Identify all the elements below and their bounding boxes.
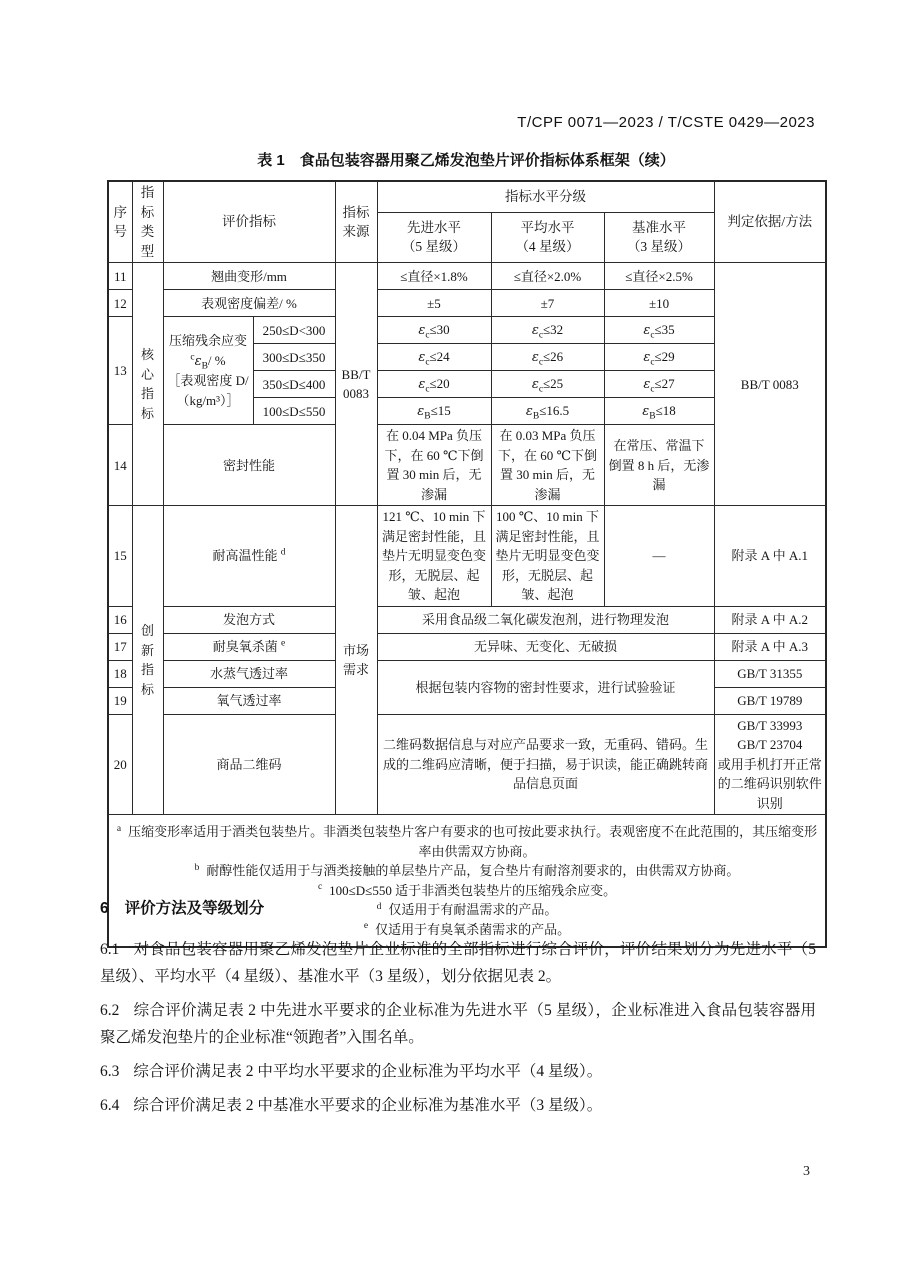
- header-source: 指标来源: [335, 181, 377, 263]
- cell-indicator: 耐臭氧杀菌 $^e$: [163, 633, 335, 660]
- cell-seq: 13: [108, 317, 132, 425]
- cell-level: 在 0.04 MPa 负压下，在 60 ℃下倒置 30 min 后，无渗漏: [377, 425, 491, 506]
- header-indicator: 评价指标: [163, 181, 335, 263]
- header-judge: 判定依据/方法: [714, 181, 826, 263]
- cell-source-core: BB/T 0083: [335, 263, 377, 506]
- cell-source-innovation: 市场需求: [335, 506, 377, 815]
- cell-density-range: 100≤D≤550: [253, 398, 335, 425]
- cell-judge: GB/T 33993 GB/T 23704 或用手机打开正常的二维码识别软件识别: [714, 714, 826, 815]
- cell-level: $\varepsilon_c\le 27$: [604, 371, 714, 398]
- cell-seq: 12: [108, 290, 132, 317]
- cell-level: $\varepsilon_B\le 16.5$: [491, 398, 604, 425]
- cell-judge: GB/T 31355: [714, 660, 826, 687]
- table-row: [108, 660, 826, 687]
- cell-level: —: [604, 506, 714, 607]
- header-level-advanced: 先进水平 （5 星级）: [377, 212, 491, 263]
- paragraph-6-1: 6.1 对食品包装容器用聚乙烯发泡垫片企业标准的全部指标进行综合评价，评价结果划分为先进水平（5 星级）、平均水平（4 星级）、基准水平（3 星级），划分依据见表 2。: [100, 941, 816, 985]
- footnote: $^e$ 仅适用于有臭氧杀菌需求的产品。: [363, 921, 571, 937]
- cell-judge: 附录 A 中 A.1: [714, 506, 826, 607]
- cell-level: $\varepsilon_c\le 35$: [604, 317, 714, 344]
- cell-level: 100 ℃、10 min 下满足密封性能，且垫片无明显变色变形，无脱层、起皱、起泡: [491, 506, 604, 607]
- page-number: 3: [803, 1164, 810, 1179]
- cell-seq: 11: [108, 263, 132, 290]
- cell-indicator: 耐高温性能 $^d$: [163, 506, 335, 607]
- section-title: 评价方法及等级划分: [124, 900, 265, 917]
- standard-number: T/CPF 0071—2023 / T/CSTE 0429—2023: [517, 114, 815, 131]
- cell-density-range: 250≤D<300: [253, 317, 335, 344]
- header-level-average: 平均水平 （4 星级）: [491, 212, 604, 263]
- header-level-baseline: 基准水平 （3 星级）: [604, 212, 714, 263]
- cell-type-core: 核心指标: [132, 263, 163, 506]
- cell-indicator-compression: 压缩残余应变 $^c\varepsilon_B/$ % ［表观密度 D/（kg/m³）］: [163, 317, 253, 425]
- table-row: [108, 714, 826, 815]
- section-number: 6: [100, 900, 109, 917]
- cell-indicator: 商品二维码: [163, 714, 335, 815]
- cell-level: $\varepsilon_c\le 25$: [491, 371, 604, 398]
- cell-level: ±5: [377, 290, 491, 317]
- cell-judge: 附录 A 中 A.2: [714, 606, 826, 633]
- table-title: 表 1 食品包装容器用聚乙烯发泡垫片评价指标体系框架（续）: [257, 152, 675, 169]
- cell-indicator: 发泡方式: [163, 606, 335, 633]
- cell-seq: 19: [108, 687, 132, 714]
- footnote: $^d$ 仅适用于有耐温需求的产品。: [376, 901, 558, 917]
- header-seq: 序号: [108, 181, 132, 263]
- cell-judge: 附录 A 中 A.3: [714, 633, 826, 660]
- cell-indicator: 氧气透过率: [163, 687, 335, 714]
- cell-level: 在 0.03 MPa 负压下，在 60 ℃下倒置 30 min 后，无渗漏: [491, 425, 604, 506]
- cell-level-merged: 采用食品级二氧化碳发泡剂，进行物理发泡: [377, 606, 714, 633]
- section-heading: [100, 896, 816, 918]
- paragraph-6-4: 6.4 综合评价满足表 2 中基准水平要求的企业标准为基准水平（3 星级）。: [100, 1097, 603, 1114]
- footnote: $^c$ 100≤D≤550 适于非酒类包装垫片的压缩残余应变。: [317, 882, 617, 898]
- table-header-row: [108, 181, 826, 212]
- paragraph-6-2: 6.2 综合评价满足表 2 中先进水平要求的企业标准为先进水平（5 星级），企业标准进入食品包装容器用聚乙烯发泡垫片的企业标准“领跑者”入围名单。: [100, 1002, 816, 1046]
- cell-seq: 16: [108, 606, 132, 633]
- footnote: $^b$ 耐醇性能仅适用于与酒类接触的单层垫片产品，复合垫片有耐溶剂要求的，由供需双方协商。: [194, 862, 740, 878]
- cell-level: 121 ℃、10 min 下满足密封性能，且垫片无明显变色变形，无脱层、起皱、起泡: [377, 506, 491, 607]
- cell-level: $\varepsilon_c\le 32$: [491, 317, 604, 344]
- cell-level: ≤直径×1.8%: [377, 263, 491, 290]
- cell-level: ±7: [491, 290, 604, 317]
- cell-level-merged: 二维码数据信息与对应产品要求一致，无重码、错码。生成的二维码应清晰，便于扫描，易于识读，能正确跳转商品信息页面: [377, 714, 714, 815]
- cell-density-range: 300≤D≤350: [253, 344, 335, 371]
- cell-seq: 18: [108, 660, 132, 687]
- cell-level: $\varepsilon_B\le 18$: [604, 398, 714, 425]
- table-row: [108, 633, 826, 660]
- cell-level: $\varepsilon_c\le 29$: [604, 344, 714, 371]
- cell-level: $\varepsilon_B\le 15$: [377, 398, 491, 425]
- cell-level: $\varepsilon_c\le 20$: [377, 371, 491, 398]
- cell-seq: 15: [108, 506, 132, 607]
- section-6: [100, 896, 816, 1126]
- header-type: 指标类型: [132, 181, 163, 263]
- table-row: [108, 606, 826, 633]
- paragraph-6-3: 6.3 综合评价满足表 2 中平均水平要求的企业标准为平均水平（4 星级）。: [100, 1063, 603, 1080]
- table-row: [108, 263, 826, 290]
- cell-judge: GB/T 19789: [714, 687, 826, 714]
- cell-seq: 20: [108, 714, 132, 815]
- cell-level-merged: 根据包装内容物的密封性要求，进行试验验证: [377, 660, 714, 714]
- cell-indicator: 翘曲变形/mm: [163, 263, 335, 290]
- cell-level: 在常压、常温下倒置 8 h 后，无渗漏: [604, 425, 714, 506]
- cell-type-innovation: 创新指标: [132, 506, 163, 815]
- cell-level: $\varepsilon_c\le 24$: [377, 344, 491, 371]
- cell-level: $\varepsilon_c\le 30$: [377, 317, 491, 344]
- cell-level: ±10: [604, 290, 714, 317]
- header-levels-group: 指标水平分级: [377, 181, 714, 212]
- cell-indicator: 水蒸气透过率: [163, 660, 335, 687]
- table-row: [108, 506, 826, 607]
- cell-indicator: 表观密度偏差/ %: [163, 290, 335, 317]
- cell-seq: 17: [108, 633, 132, 660]
- cell-level: ≤直径×2.5%: [604, 263, 714, 290]
- cell-level: $\varepsilon_c\le 26$: [491, 344, 604, 371]
- cell-seq: 14: [108, 425, 132, 506]
- cell-density-range: 350≤D≤400: [253, 371, 335, 398]
- cell-level: ≤直径×2.0%: [491, 263, 604, 290]
- footnote: $^a$ 压缩变形率适用于酒类包装垫片。非酒类包装垫片客户有要求的也可按此要求执行。表观密度不在此范围的，其压缩变形率由供需双方协商。: [116, 823, 818, 859]
- cell-level-merged: 无异味、无变化、无破损: [377, 633, 714, 660]
- cell-indicator: 密封性能: [163, 425, 335, 506]
- evaluation-table: [107, 180, 827, 948]
- cell-judge-core: BB/T 0083: [714, 263, 826, 506]
